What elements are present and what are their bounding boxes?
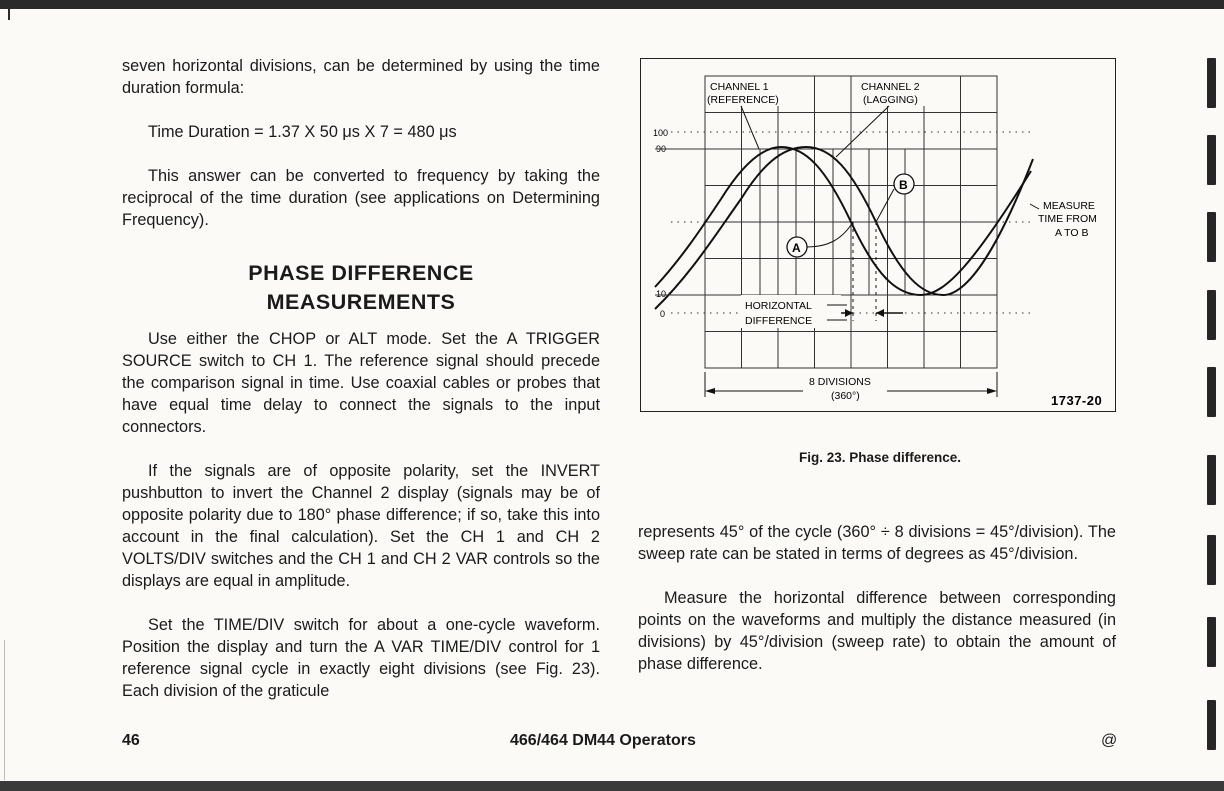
- index-tab: [1207, 535, 1216, 585]
- channel2-label-line1: CHANNEL 2: [861, 81, 920, 93]
- right-column: [638, 521, 1116, 675]
- channel1-label-line1: CHANNEL 1: [710, 81, 769, 93]
- horizontal-label-line1: HORIZONTAL: [745, 300, 812, 312]
- left-column: [122, 55, 600, 702]
- footer-title: 466/464 DM44 Operators: [510, 732, 696, 749]
- measure-label-line3: A TO B: [1055, 227, 1089, 239]
- index-tab: [1207, 700, 1216, 750]
- divisions-label-line2: (360°): [831, 390, 860, 402]
- conversion-text: This answer can be converted to frequency by taking the reciprocal of the time duration (see applications on Determining Frequency).: [122, 167, 600, 229]
- point-a-marker: [787, 222, 853, 257]
- point-b-label: B: [899, 178, 908, 192]
- figure-id: 1737-20: [1051, 393, 1103, 408]
- timediv-paragraph: Set the TIME/DIV switch for about a one-cycle waveform. Position the display and turn the A VAR TIME/DIV control for 1 reference signal cycle in exactly eight divisions (see Fig. 23). Each division of the graticule: [122, 616, 600, 700]
- index-tab: [1207, 617, 1216, 667]
- divisions-dimension: [705, 372, 997, 402]
- phase-difference-diagram: [641, 59, 1117, 413]
- index-tab: [1207, 58, 1216, 108]
- measure-label-line1: MEASURE: [1043, 200, 1095, 212]
- index-tab: [1207, 212, 1216, 262]
- index-tab: [1207, 290, 1216, 340]
- label-90: 90: [656, 144, 667, 154]
- top-border: [0, 0, 1224, 9]
- measure-pointer: [1030, 204, 1039, 209]
- figure-caption: Fig. 23. Phase difference.: [798, 450, 962, 465]
- point-a-label: A: [792, 241, 801, 255]
- label-100: 100: [653, 128, 669, 138]
- label-0: 0: [660, 309, 666, 319]
- index-tab: [1207, 135, 1216, 185]
- figure-frame: [640, 58, 1116, 412]
- horizontal-label-line2: DIFFERENCE: [745, 315, 813, 327]
- bottom-border: [0, 781, 1224, 791]
- continuation-paragraph: represents 45° of the cycle (360° ÷ 8 divisions = 45°/division). The sweep rate can be stated in terms of degrees as 45°/division.: [638, 523, 1116, 563]
- channel2-label-line2: (LAGGING): [863, 94, 918, 106]
- section-heading-line1: PHASE DIFFERENCE: [248, 261, 474, 285]
- top-border-tick: [8, 8, 10, 20]
- index-tab: [1207, 367, 1216, 417]
- footer-mark: @: [1101, 732, 1118, 749]
- polarity-paragraph: If the signals are of opposite polarity, set the INVERT pushbutton to invert the Channel 2 display (signals may be of opposite polarity due to 180° phase difference; if so, take this into account in the final calculation). Set the CH 1 and CH 2 VOLTS/DIV switches and the CH 1 and CH 2 VAR controls so the displays are equal in amplitude.: [122, 462, 600, 590]
- intro-text: seven horizontal divisions, can be determined by using the time duration formula:: [122, 57, 600, 97]
- index-tab: [1207, 455, 1216, 505]
- page-number: 46: [122, 732, 140, 749]
- point-b-marker: [876, 174, 914, 222]
- left-page-edge: [4, 640, 6, 780]
- time-duration-formula: Time Duration = 1.37 X 50 μs X 7 = 480 μs: [148, 123, 457, 141]
- channel1-label-line2: (REFERENCE): [707, 94, 779, 106]
- channel2-waveform: [655, 147, 1033, 309]
- measure-paragraph: Measure the horizontal difference between corresponding points on the waveforms and multiply the distance measured (in divisions) by 45°/division (sweep rate) to obtain the amount of phase difference.: [638, 589, 1116, 673]
- horizontal-difference-annotation: [741, 295, 903, 328]
- label-10: 10: [656, 289, 667, 299]
- section-heading-line2: MEASUREMENTS: [266, 290, 456, 314]
- mode-paragraph: Use either the CHOP or ALT mode. Set the A TRIGGER SOURCE switch to CH 1. The reference signal should precede the comparison signal in time. Use coaxial cables or probes that have equal time delay to connect the signals to the input connectors.: [122, 330, 600, 436]
- divisions-label-line1: 8 DIVISIONS: [809, 376, 871, 388]
- measure-label-line2: TIME FROM: [1038, 213, 1097, 225]
